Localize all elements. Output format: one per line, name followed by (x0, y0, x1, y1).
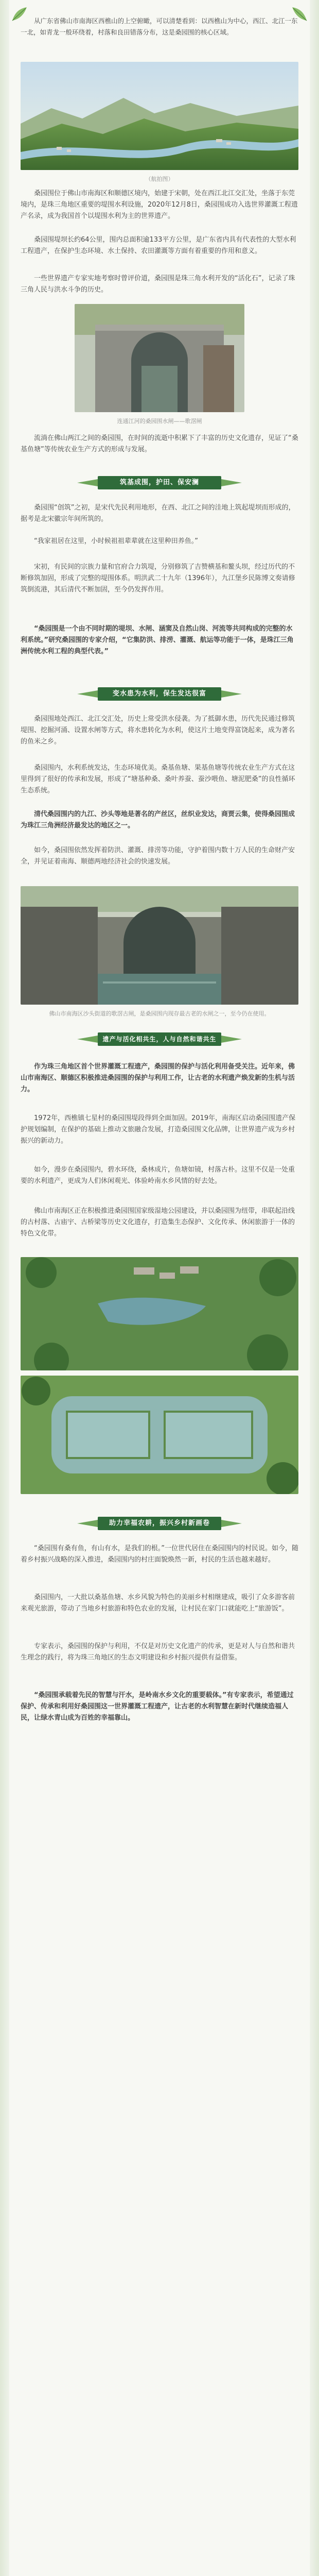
ribbon (98, 476, 221, 489)
para-18 (21, 1592, 298, 1615)
ribbon-wing (77, 479, 98, 486)
ribbon-wing (221, 479, 242, 486)
right-border (310, 0, 319, 2576)
aerial-photo (21, 62, 298, 170)
section-heading-3 (77, 1030, 242, 1048)
aerial-photo-caption: （航拍图） (145, 176, 174, 182)
section-title: 助力幸福农耕，振兴乡村新画卷 (109, 1519, 210, 1527)
paragraph: 桑园围内，水利系统发达，生态环境优美。桑基鱼塘、果基鱼塘等传统农业生产方式在这里得到了很好的传承和发展，形成了“塘基种桑、桑叶养蚕、蚕沙喂鱼、塘泥肥桑”的良性循环生态系统。 (21, 764, 295, 794)
para-12 (21, 845, 298, 868)
paragraph: 桑园围地处西江、北江交汇处，历史上常受洪水侵袭。为了抵御水患，历代先民通过修筑堤围、挖掘河涌、设置水闸等方式，将水患转化为水利，使这片土地变得富饶起来，成为著名的鱼米之乡。 (21, 715, 295, 745)
para-6 (21, 536, 298, 547)
intro-text: 从广东省佛山市南海区西樵山的上空俯瞰，可以清楚看到：以西樵山为中心，西江、北江一东一北，如青龙一般环绕着，村落和良田错落分布，这是桑园围的核心区域。 (21, 17, 298, 36)
ribbon-wing (221, 690, 242, 698)
highlight-paragraph: “桑园围是一个由不同时期的堤坝、水闸、涵窦及自然山岗、河流等共同构成的完整的水利系统。”研究桑园围的专家介绍，“它集防洪、排涝、灌溉、航运等功能于一体，是珠江三角洲传统水利工程的典型代表。” (21, 625, 294, 655)
paragraph: 桑园围位于佛山市南海区和顺德区境内，始建于宋朝，处在西江北江交汇处，坐落于东莞境内，是珠三角地区重要的堤围水利设施，2020年12月8日，桑园围成功入选世界灌溉工程遗产名录，成为我国首个以堤围水利为主的世界遗产。 (21, 190, 298, 220)
ribbon-wing (77, 690, 98, 698)
canal-lock-caption: 佛山市南海区沙头街道的歌滘古闸，是桑园围内现存最古老的水闸之一，至今仍在使用。 (49, 1010, 270, 1017)
paragraph: 流淌在佛山两江之间的桑园围，在时间的流逝中积累下了丰富的历史文化遗存，见证了“桑基鱼塘”等传统农业生产方式的形成与发展。 (21, 434, 298, 453)
highlight-paragraph: 作为珠三角地区首个世界灌溉工程遗产，桑园围的保护与活化利用备受关注。近年来，佛山市南海区、顺德区积极推进桑园围的保护与利用工作，让古老的水利遗产焕发新的生机与活力。 (21, 1063, 295, 1093)
paragraph: 桑园围堤坝长约64公里，围内总面积逾133平方公里，是广东省内具有代表性的大型水利工程遗产，在保护生态环境、水土保持、农田灌溉等方面有着重要的作用和意义。 (21, 236, 296, 255)
para-8 (21, 623, 298, 657)
para-9 (21, 714, 298, 748)
highlight-paragraph: 清代桑园围内的九江、沙头等地是著名的产丝区，丝织业发达，商贾云集，使得桑园围成为珠江三角洲经济最发达的地区之一。 (21, 810, 295, 829)
ribbon-wing (221, 1036, 242, 1043)
para-13 (21, 1061, 298, 1095)
paragraph: 宋初，有民间的宗族力量和官府合力筑堤，分别修筑了吉赞横基和鳌头坝，经过历代的不断修筑加固，形成了完整的堤围体系。明洪武二十九年（1396年），九江堡乡民陈博文奏请修筑倒流港，其后清代不断加固，至今仍发挥作用。 (21, 563, 295, 594)
paragraph: 桑园围内，一大批以桑基鱼塘、水乡风貌为特色的美丽乡村相继建成，吸引了众多游客前来观光旅游，带动了当地乡村旅游和特色农业的发展，让村民在家门口就能吃上“旅游饭”。 (21, 1594, 295, 1613)
section-heading-1 (77, 474, 242, 492)
ribbon (98, 687, 221, 701)
para-5 (21, 502, 298, 525)
para-7 (21, 562, 298, 596)
para-14 (21, 1113, 298, 1147)
canal-lock-photo (21, 886, 298, 1005)
ribbon (98, 1032, 221, 1046)
ribbon (98, 1517, 221, 1530)
sluice-gate-photo (75, 304, 244, 412)
paragraph: 1972年，西樵镇七星村的桑园围堤段得到全面加固。2019年，南海区启动桑园围遗产保护规划编制，在保护的基础上推动文旅融合发展，打造桑园围文化品牌，让世界遗产成为乡村振兴的新动力。 (21, 1114, 296, 1145)
intro-block (21, 15, 298, 38)
para-4 (21, 433, 298, 455)
para-16 (21, 1206, 298, 1240)
para-10 (21, 762, 298, 796)
section-heading-2 (77, 685, 242, 703)
section-title: 遗产与活化相共生，人与自然和谐共生 (102, 1036, 217, 1043)
ribbon-wing (221, 1520, 242, 1527)
closing-quote (21, 1690, 298, 1724)
para-11 (21, 809, 298, 832)
paragraph: 一些世界遗产专家实地考察时曾评价道，桑园围是珠三角水利开发的“活化石”，记录了珠三角人民与洪水斗争的历史。 (21, 275, 295, 294)
left-border (0, 0, 9, 2576)
ribbon-wing (77, 1520, 98, 1527)
paragraph: “桑园围有桑有鱼，有山有水，是我们的根。”一位世代居住在桑园围内的村民说。如今，随着乡村振兴战略的深入推进，桑园围内的村庄面貌焕然一新，村民的生活也越来越好。 (21, 1545, 298, 1564)
paragraph: 桑园围“创筑”之初，是宋代先民利用地形，在西、北江之间的洼地上筑起堤坝而形成的，据考是北宋徽宗年间所筑的。 (21, 504, 295, 523)
section-heading-4 (77, 1515, 242, 1532)
para-17 (21, 1543, 298, 1566)
para-15 (21, 1164, 298, 1187)
paragraph: 如今，漫步在桑园围内，碧水环绕，桑林成片，鱼塘如镜，村落古朴。这里不仅是一处重要的水利遗产，更成为人们休闲观光、体验岭南水乡风情的好去处。 (21, 1166, 295, 1185)
paragraph: “我家祖居在这里，小时候祖祖辈辈就在这里种田养鱼。” (34, 537, 198, 545)
ribbon-wing (77, 1036, 98, 1043)
section-title: 筑基成围，护田、保安澜 (119, 479, 199, 486)
paragraph: 专家表示，桑园围的保护与利用，不仅是对历史文化遗产的传承，更是对人与自然和谐共生理念的践行，将为珠三角地区的生态文明建设和乡村振兴提供有益借鉴。 (21, 1642, 295, 1662)
paragraph: 佛山市南海区正在积极推进桑园围国家级湿地公园建设，并以桑园围为纽带，串联起沿线的古村落、古庙宇、古桥梁等历史文化遗存，打造集生态保护、文化传承、休闲旅游于一体的特色文化带。 (21, 1207, 295, 1238)
para-3 (21, 273, 298, 296)
village-aerial-photo (21, 1257, 298, 1370)
highlight-paragraph: “桑园围承载着先民的智慧与汗水，是岭南水乡文化的重要载体。”有专家表示，希望通过保护、传承和利用好桑园围这一世界灌溉工程遗产，让古老的水利智慧在新时代继续造福人民，让绿水青山成为百姓的幸福靠山。 (21, 1691, 294, 1722)
section-title: 变水患为水利，保生发达很富 (112, 690, 206, 698)
sluice-gate-caption: 连通江河的桑园围水闸——歌滘闸 (117, 418, 202, 425)
para-19 (21, 1641, 298, 1664)
paragraph: 如今，桑园围依然发挥着防洪、灌溉、排涝等功能，守护着围内数十万人民的生命财产安全，并见证着南海、顺德两地经济社会的快速发展。 (21, 846, 295, 866)
para-1 (21, 188, 298, 222)
fish-pond-photo (21, 1376, 298, 1494)
para-2 (21, 234, 298, 257)
